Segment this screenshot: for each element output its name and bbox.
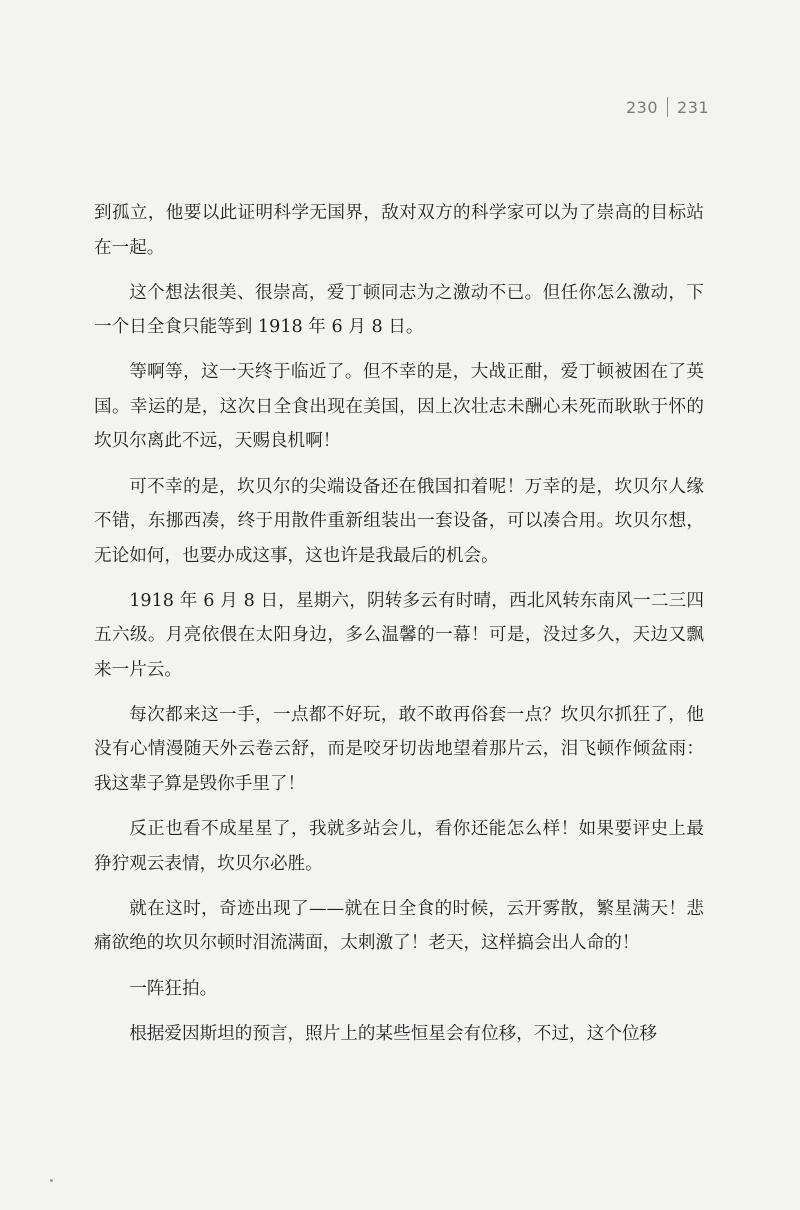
paragraph: 根据爱因斯坦的预言，照片上的某些恒星会有位移，不过，这个位移 [129, 1023, 658, 1044]
paragraph-continued: 到孤立，他要以此证明科学无国界，敌对双方的科学家可以为了崇高的目标站在一起。 [94, 203, 704, 258]
paragraph: 反正也看不成星星了，我就多站会儿，看你还能怎么样！如果要评史上最狰狞观云表情，坎贝尔必胜。 [94, 819, 704, 874]
page-number-divider [667, 97, 668, 117]
page-number-left: 230 [626, 98, 659, 117]
scan-dot [50, 1179, 53, 1182]
paragraph: 每次都来这一手，一点都不好玩，敢不敢再俗套一点？坎贝尔抓狂了，他没有心情漫随天外云卷云舒，而是咬牙切齿地望着那片云，泪飞顿作倾盆雨：我这辈子算是毁你手里了！ [94, 704, 704, 794]
paragraph: 可不幸的是，坎贝尔的尖端设备还在俄国扣着呢！万幸的是，坎贝尔人缘不错，东挪西凑，终于用散件重新组装出一套设备，可以凑合用。坎贝尔想，无论如何，也要办成这事，这也许是我最后的机会。 [94, 476, 704, 566]
page-number-right: 231 [677, 98, 710, 117]
body-text [94, 196, 704, 1062]
paragraph: 一阵狂拍。 [129, 978, 218, 999]
paragraph: 1918 年 6 月 8 日，星期六，阴转多云有时晴，西北风转东南风一二三四五六级。月亮依偎在太阳身边，多么温馨的一幕！可是，没过多久，天边又飘来一片云。 [94, 590, 704, 680]
paragraph: 等啊等，这一天终于临近了。但不幸的是，大战正酣，爱丁顿被困在了英国。幸运的是，这次日全食出现在美国，因上次壮志未酬心未死而耿耿于怀的坎贝尔离此不远，天赐良机啊！ [94, 362, 704, 452]
paragraph: 这个想法很美、很崇高，爱丁顿同志为之激动不已。但任你怎么激动，下一个日全食只能等到 1918 年 6 月 8 日。 [94, 282, 704, 338]
page-number [626, 97, 709, 117]
paragraph: 就在这时，奇迹出现了——就在日全食的时候，云开雾散，繁星满天！悲痛欲绝的坎贝尔顿时泪流满面，太刺激了！老天，这样搞会出人命的！ [94, 898, 704, 954]
